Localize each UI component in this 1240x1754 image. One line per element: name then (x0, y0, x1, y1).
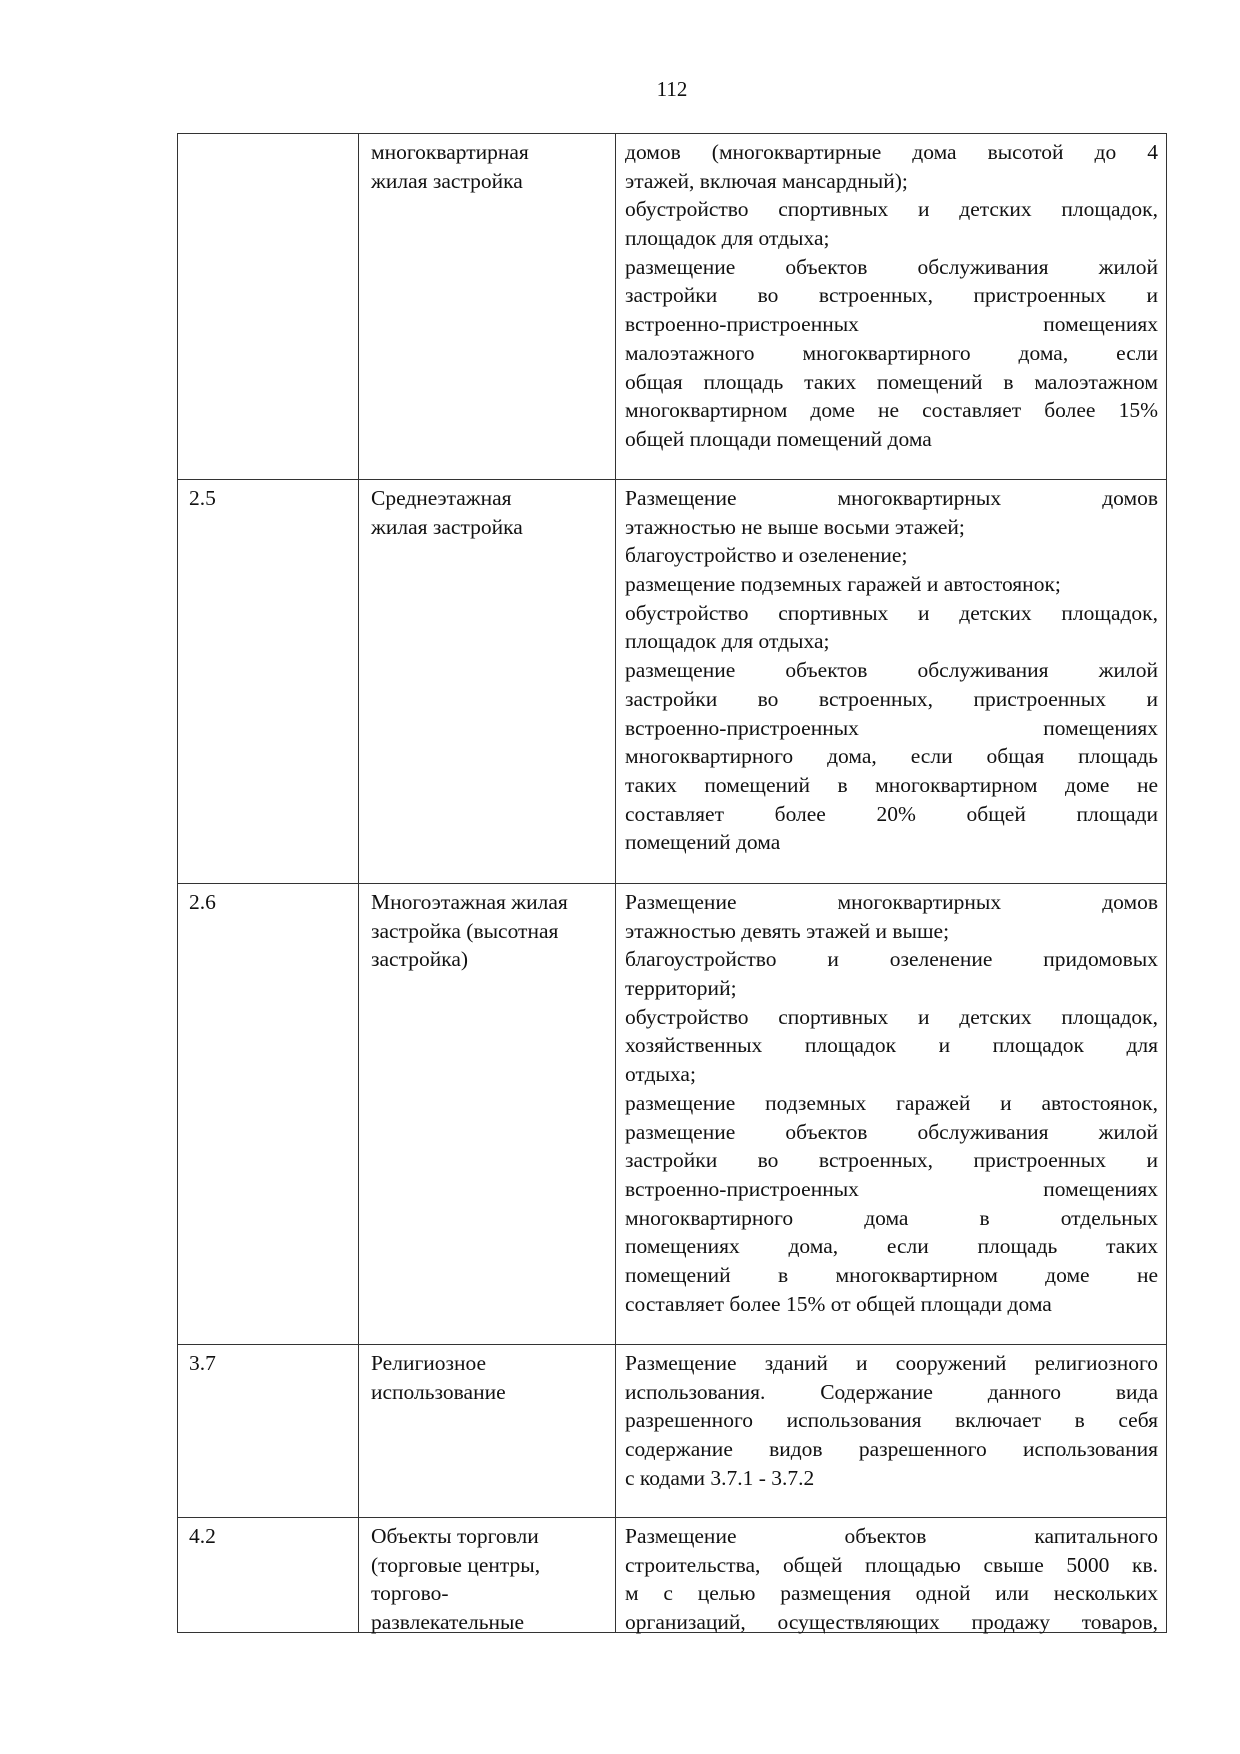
description-line: размещение объектов обслуживания жилой (625, 254, 1158, 279)
description-line: обустройство спортивных и детских площадок, (625, 1004, 1158, 1029)
name-line: многоквартирная (371, 140, 529, 164)
description-line: таких помещений в многоквартирном доме не (625, 772, 1158, 797)
description-line: общей площади помещений дома (625, 426, 932, 451)
description-line: составляет более 15% от общей площади дома (625, 1291, 1052, 1316)
name-line: застройка) (371, 947, 469, 972)
page-number: 112 (656, 77, 688, 101)
description-line: малоэтажного многоквартирного дома, если (625, 340, 1158, 365)
description-line: строительства, общей площадью свыше 5000 кв. (625, 1552, 1158, 1577)
description-line: застройки во встроенных, пристроенных и (625, 686, 1158, 711)
code-cell (178, 134, 358, 479)
name-line: жилая застройка (371, 168, 523, 193)
description-line: многоквартирного дома в отдельных (625, 1205, 1158, 1230)
description-line: разрешенного использования включает в себя (625, 1408, 1158, 1433)
table-row (178, 1345, 1166, 1518)
description-line: общая площадь таких помещений в малоэтажном (625, 369, 1158, 394)
description-cell (615, 1518, 1168, 1635)
description-line: застройки во встроенных, пристроенных и (625, 283, 1158, 308)
description-line: домов (многоквартирные дома высотой до 4 (625, 140, 1158, 164)
description-cell (615, 884, 1168, 1344)
description-line: встроенно-пристроенных помещениях (625, 715, 1158, 740)
land-use-table (177, 133, 1167, 1633)
description-line: этажностью девять этажей и выше; (625, 918, 950, 943)
description-line: содержание видов разрешенного использования (625, 1437, 1158, 1462)
name-line: Многоэтажная жилая (371, 890, 568, 914)
description-line: Размещение объектов капитального (625, 1524, 1158, 1548)
description-line: многоквартирном доме не составляет более 15% (625, 398, 1158, 423)
name-line: развлекательные (371, 1610, 524, 1635)
table-row (178, 134, 1166, 480)
name-line: (торговые центры, (371, 1552, 541, 1577)
name-line: Религиозное (371, 1351, 487, 1375)
table-row (178, 480, 1166, 884)
description-line: помещениях дома, если площадь таких (625, 1234, 1158, 1259)
description-cell (615, 480, 1168, 883)
description-line: территорий; (625, 976, 737, 1001)
description-line: размещение объектов обслуживания жилой (625, 658, 1158, 683)
description-line: застройки во встроенных, пристроенных и (625, 1148, 1158, 1173)
description-line: помещений дома (625, 830, 781, 855)
code-cell: 4.2 (189, 1524, 216, 1548)
code-cell: 3.7 (189, 1351, 216, 1375)
name-cell (358, 1518, 615, 1635)
description-line: м с целью размещения одной или нескольких (625, 1581, 1158, 1606)
description-line: помещений в многоквартирном доме не (625, 1262, 1158, 1287)
name-line: жилая застройка (371, 514, 523, 539)
code-cell: 2.5 (189, 486, 216, 510)
description-line: обустройство спортивных и детских площадок, (625, 197, 1158, 222)
description-line: этажностью не выше восьми этажей; (625, 514, 965, 539)
description-line: хозяйственных площадок и площадок для (625, 1033, 1158, 1058)
description-line: площадок для отдыха; (625, 226, 830, 251)
description-line: Размещение многоквартирных домов (625, 486, 1158, 510)
description-line: Размещение зданий и сооружений религиозного (625, 1351, 1158, 1375)
name-line: торгово- (371, 1581, 449, 1606)
table-row (178, 884, 1166, 1345)
description-line: благоустройство и озеленение придомовых (625, 947, 1158, 972)
name-line: застройка (высотная (371, 918, 559, 943)
description-line: составляет более 20% общей площади (625, 801, 1158, 826)
name-cell (358, 1345, 615, 1517)
description-cell (615, 1345, 1168, 1517)
name-line: Среднеэтажная (371, 486, 512, 510)
name-cell (358, 884, 615, 1344)
description-line: размещение подземных гаражей и автостоянок, (625, 1090, 1158, 1115)
description-line: многоквартирного дома, если общая площадь (625, 744, 1158, 769)
code-cell: 2.6 (189, 890, 216, 914)
description-line: встроенно-пристроенных помещениях (625, 1176, 1158, 1201)
name-line: Объекты торговли (371, 1524, 539, 1548)
description-line: использования. Содержание данного вида (625, 1379, 1158, 1404)
name-cell (358, 480, 615, 883)
description-line: размещение объектов обслуживания жилой (625, 1119, 1158, 1144)
description-line: отдыха; (625, 1062, 696, 1087)
description-line: обустройство спортивных и детских площадок, (625, 600, 1158, 625)
description-line: Размещение многоквартирных домов (625, 890, 1158, 914)
description-line: с кодами 3.7.1 - 3.7.2 (625, 1465, 815, 1490)
name-cell (358, 134, 615, 479)
description-line: встроенно-пристроенных помещениях (625, 312, 1158, 337)
description-line: площадок для отдыха; (625, 629, 830, 654)
name-line: использование (371, 1379, 506, 1404)
description-line: размещение подземных гаражей и автостоянок; (625, 572, 1061, 597)
description-line: этажей, включая мансардный); (625, 168, 908, 193)
description-cell (615, 134, 1168, 479)
description-line: организаций, осуществляющих продажу товаров, (625, 1610, 1158, 1635)
table-row (178, 1518, 1166, 1635)
description-line: благоустройство и озеленение; (625, 543, 908, 568)
